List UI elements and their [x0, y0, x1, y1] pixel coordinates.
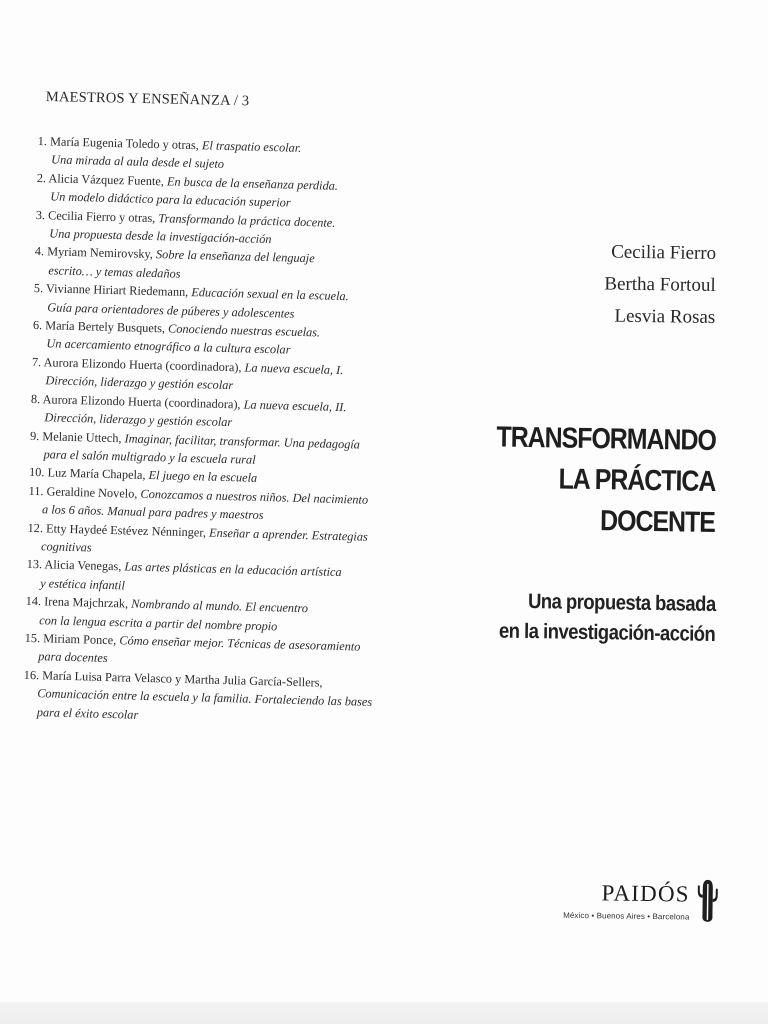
author-name: Bertha Fortoul — [603, 273, 716, 296]
series-entry-title-continued: Un modelo didáctico para la educación superior — [50, 189, 291, 210]
series-entry-number: 13. — [26, 557, 43, 572]
book-subtitle — [499, 587, 716, 650]
series-entry-author: Aurora Elizondo Huerta (coordinadora), — [43, 355, 245, 375]
series-entry-title-continued: para el éxito escolar — [36, 704, 139, 722]
series-entry-author: Myriam Nemirovsky, — [46, 244, 157, 262]
book-subtitle-line: en la investigación-acción — [499, 619, 716, 646]
series-entry-title-continued: para el salón multigrado y la escuela rural — [43, 447, 256, 467]
series-entry-number: 16. — [23, 667, 40, 682]
publisher-imprint — [549, 874, 720, 932]
series-entry-title: Educación sexual en la escuela. — [191, 285, 349, 304]
series-entry-author: María Eugenia Toledo y otras, — [49, 134, 203, 153]
series-entry-number: 4. — [34, 244, 45, 259]
authors-block — [603, 236, 716, 334]
series-entry-title-continued: Dirección, liderazgo y gestión escolar — [45, 373, 234, 393]
series-entry-title-continued: Una propuesta desde la investigación-acción — [49, 226, 272, 247]
author-name: Cecilia Fierro — [610, 241, 716, 264]
series-entry-number: 11. — [28, 483, 44, 498]
series-entry-title: La nueva escuela, II. — [243, 397, 347, 414]
publisher-name: PAIDÓS — [601, 880, 690, 907]
series-entry-title-continued: Dirección, liderazgo y gestión escolar — [44, 410, 233, 430]
series-entry-author: Alicia Vázquez Fuente, — [48, 171, 168, 189]
series-entry — [23, 666, 373, 729]
series-entry-number: 9. — [29, 428, 40, 443]
series-entry-author: María Bertely Busquets, — [45, 318, 169, 336]
publisher-cities: México • Buenos Aires • Barcelona — [563, 910, 690, 922]
series-entry-title: Imaginar, facilitar, transformar. Una pedagogía — [124, 430, 361, 452]
series-entry-title: Las artes plásticas en la educación artística — [124, 559, 342, 580]
series-entry-number: 12. — [27, 520, 44, 535]
author-name: Lesvia Rosas — [613, 305, 716, 328]
series-entry-title: Nombrando al mundo. El encuentro — [131, 596, 309, 616]
series-entry-author: Luz María Chapela, — [47, 465, 149, 483]
series-entry-title: Conociendo nuestras escuelas. — [167, 321, 321, 340]
series-entry-number: 15. — [24, 630, 41, 646]
series-entry-number: 10. — [28, 465, 45, 480]
series-entry-number: 7. — [31, 354, 42, 370]
series-entry-author: Irena Majchrzak, — [43, 594, 132, 611]
series-entry-number: 8. — [30, 391, 41, 406]
series-entry-number: 14. — [25, 593, 42, 609]
series-entry-author: Cecilia Fierro y otras, — [47, 207, 159, 225]
series-entry-author: Vivianne Hiriart Riedemann, — [45, 281, 192, 300]
series-entry-title-continued: con la lengua escrita a partir del nombre propio — [39, 612, 278, 633]
series-entry-author: María Luisa Parra Velasco y Martha Julia García-Sellers, — [42, 668, 323, 690]
series-entry-title: Sobre la enseñanza del lenguaje — [155, 247, 315, 266]
series-entry-number: 3. — [35, 207, 46, 222]
series-entry-title: En busca de la enseñanza perdida. — [166, 174, 339, 193]
paidos-cactus-logo-icon — [695, 878, 720, 924]
series-header: MAESTROS Y ENSEÑANZA / 3 — [45, 89, 250, 110]
series-entry-author: Miriam Ponce, — [43, 631, 120, 648]
series-entry-title-continued: y estética infantil — [40, 575, 126, 593]
series-entry-title-continued: Comunicación entre la escuela y la familia. Fortaleciendo las bases — [37, 686, 373, 710]
series-entry-title: El juego en la escuela — [148, 468, 258, 486]
series-entry-title-continued: para docentes — [38, 649, 108, 666]
series-entry-author: Melanie Uttech, — [42, 428, 125, 445]
series-entry-title-continued: Guía para orientadores de púberes y adolescentes — [47, 299, 295, 321]
series-entry-title-continued: cognitivas — [40, 539, 92, 555]
book-subtitle-line: Una propuesta basada — [528, 590, 716, 616]
series-entry-title-continued: Una mirada al aula desde el sujeto — [51, 152, 225, 172]
series-entry-author: Aurora Elizondo Huerta (coordinadora), — [42, 391, 244, 412]
series-entry-number: 2. — [36, 170, 47, 186]
series-list — [23, 132, 373, 729]
series-entry-number: 5. — [33, 281, 44, 296]
series-entry-number: 1. — [37, 133, 48, 149]
series-entry-title: La nueva escuela, I. — [244, 360, 344, 377]
series-entry-title-continued: Un acercamiento etnográfico a la cultura escolar — [46, 336, 291, 358]
series-entry-title-continued: escrito… y temas aledaños — [48, 263, 181, 281]
series-entry-number: 6. — [32, 317, 43, 333]
book-title-line: TRANSFORMANDO — [496, 421, 716, 457]
series-entry-author: Etty Haydeé Estévez Nénninger, — [45, 520, 210, 540]
series-entry-title: El traspatio escolar. — [201, 138, 302, 155]
series-entry-title-continued: a los 6 años. Manual para padres y maestros — [41, 502, 264, 523]
book-title — [495, 417, 716, 544]
series-entry-title: Transformando la práctica docente. — [158, 210, 336, 230]
series-entry-title: Cómo enseñar mejor. Técnicas de asesoramiento — [119, 633, 361, 654]
series-entry-author: Alicia Venegas, — [44, 557, 125, 574]
series-entry-title: Enseñar a aprender. Estrategias — [208, 525, 368, 544]
series-entry-title: Conozcamos a nuestros niños. Del nacimiento — [140, 486, 369, 507]
book-title-line: LA PRÁCTICA — [558, 463, 716, 498]
book-title-line: DOCENTE — [599, 505, 715, 539]
page-bottom-edge — [0, 1002, 768, 1024]
series-entry-author: Geraldine Novelo, — [46, 484, 141, 501]
